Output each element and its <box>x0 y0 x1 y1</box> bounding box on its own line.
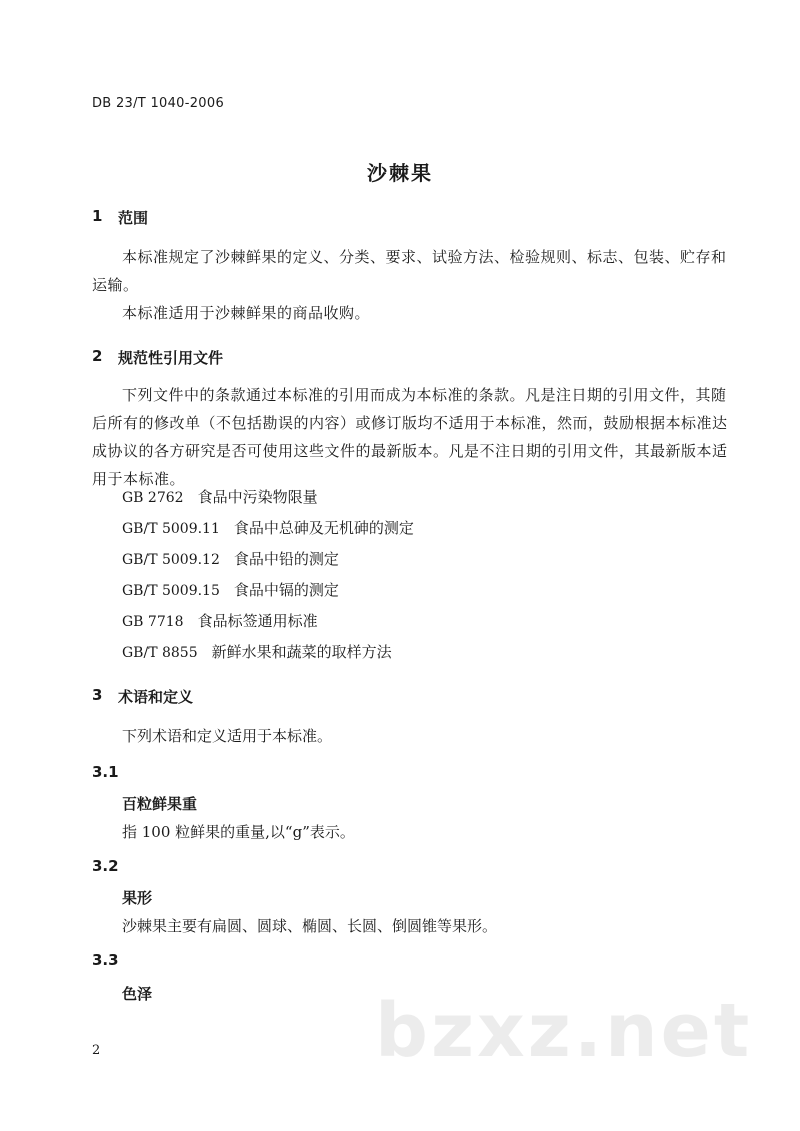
section-3-title: 术语和定义 <box>118 688 194 706</box>
reference-code: GB 2762 <box>122 490 184 506</box>
reference-code: GB 7718 <box>122 614 184 630</box>
section-2-number: 2 <box>92 347 103 365</box>
reference-item <box>122 576 339 605</box>
reference-name: 新鲜水果和蔬菜的取样方法 <box>211 643 392 661</box>
section-3-number: 3 <box>92 686 103 704</box>
standard-code: DB 23/T 1040-2006 <box>92 96 225 111</box>
reference-name: 食品中污染物限量 <box>197 488 318 506</box>
reference-name: 食品中铅的测定 <box>233 550 339 568</box>
section-1-number: 1 <box>92 207 103 225</box>
term-name: 果形 <box>122 889 153 907</box>
reference-name: 食品中总砷及无机砷的测定 <box>233 519 414 537</box>
term-definition: 沙棘果主要有扁圆、圆球、椭圆、长圆、倒圆锥等果形。 <box>122 917 498 935</box>
term-name: 色泽 <box>122 985 153 1003</box>
term-number: 3.1 <box>92 763 119 781</box>
reference-item <box>122 545 339 574</box>
reference-item <box>122 638 392 667</box>
reference-code: GB/T 5009.15 <box>122 583 220 599</box>
section-1-paragraph-2: 本标准适用于沙棘鲜果的商品收购。 <box>122 304 371 322</box>
reference-name: 食品标签通用标准 <box>197 612 318 630</box>
reference-code: GB/T 5009.12 <box>122 552 220 568</box>
term-definition: 指 100 粒鲜果的重量,以“g”表示。 <box>122 823 355 841</box>
section-2-paragraph: 下列文件中的条款通过本标准的引用而成为本标准的条款。凡是注日期的引用文件，其随后所有的修改单（不包括勘误的内容）或修订版均不适用于本标准，然而，鼓励根据本标准达成协议的各方研究是否可使用这些文件的最新版本。凡是不注日期的引用文件，其最新版本适用于本标准。 <box>92 386 728 488</box>
page-number: 2 <box>92 1043 101 1058</box>
reference-name: 食品中镉的测定 <box>233 581 339 599</box>
term-name: 百粒鲜果重 <box>122 795 198 813</box>
section-1-paragraph-1: 本标准规定了沙棘鲜果的定义、分类、要求、试验方法、检验规则、标志、包装、贮存和运输。 <box>92 248 727 294</box>
section-3-paragraph: 下列术语和定义适用于本标准。 <box>122 727 333 745</box>
document-title: 沙棘果 <box>367 161 433 185</box>
reference-code: GB/T 8855 <box>122 645 198 661</box>
term-number: 3.3 <box>92 951 119 969</box>
section-2-title: 规范性引用文件 <box>118 349 224 367</box>
watermark: bzxz.net <box>375 988 753 1074</box>
section-1-title: 范围 <box>118 209 149 227</box>
reference-code: GB/T 5009.11 <box>122 521 220 537</box>
reference-item <box>122 607 318 636</box>
reference-item <box>122 514 414 543</box>
term-number: 3.2 <box>92 857 119 875</box>
reference-item <box>122 483 318 512</box>
